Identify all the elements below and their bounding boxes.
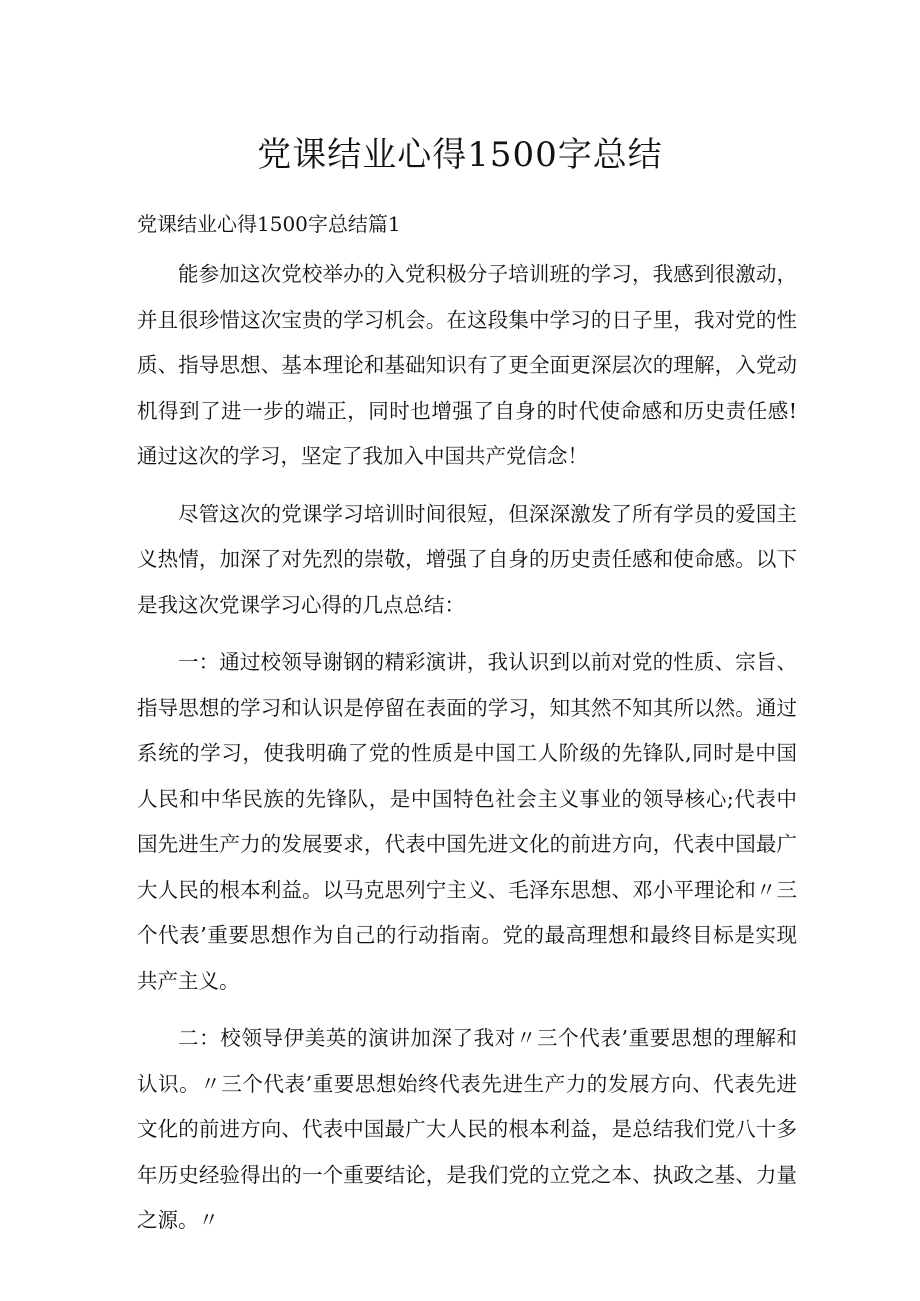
paragraph-summary-lead: 尽管这次的党课学习培训时间很短，但深深激发了所有学员的爱国主义热情，加深了对先烈的崇敬，增强了自身的历史责任感和使命感。以下是我这次党课学习心得的几点总结： bbox=[137, 501, 797, 617]
paragraph-intro: 能参加这次党校举办的入党积极分子培训班的学习，我感到很激动，并且很珍惜这次宝贵的学习机会。在这段集中学习的日子里，我对党的性质、指导思想、基本理论和基础知识有了更全面更深层次的理解，入党动机得到了进一步的端正，同时也增强了自身的时代使命感和历史责任感!通过这次的学习，坚定了我加入中国共产党信念！ bbox=[137, 262, 797, 468]
paragraph-point-one: 一：通过校领导谢钢的精彩演讲，我认识到以前对党的性质、宗旨、指导思想的学习和认识是停留在表面的学习，知其然不知其所以然。通过系统的学习，使我明确了党的性质是中国工人阶级的先锋队,同时是中国人民和中华民族的先锋队，是中国特色社会主义事业的领导核心;代表中国先进生产力的发展要求，代表中国先进文化的前进方向，代表中国最广大人民的根本利益。以马克思列宁主义、毛泽东思想、邓小平理论和〃三个代表’重要思想作为自己的行动指南。党的最高理想和最终目标是实现共产主义。 bbox=[137, 650, 797, 993]
section-heading: 党课结业心得1500字总结篇1 bbox=[137, 212, 401, 236]
document-body bbox=[137, 252, 797, 1256]
paragraph-point-two: 二：校领导伊美英的演讲加深了我对〃三个代表’重要思想的理解和认识。〃三个代表’重要思想始终代表先进生产力的发展方向、代表先进文化的前进方向、代表中国最广大人民的根本利益，是总结我们党八十多年历史经验得出的一个重要结论，是我们党的立党之本、执政之基、力量之源。〃 bbox=[137, 1026, 797, 1232]
document-title: 党课结业心得1500字总结 bbox=[257, 135, 663, 175]
